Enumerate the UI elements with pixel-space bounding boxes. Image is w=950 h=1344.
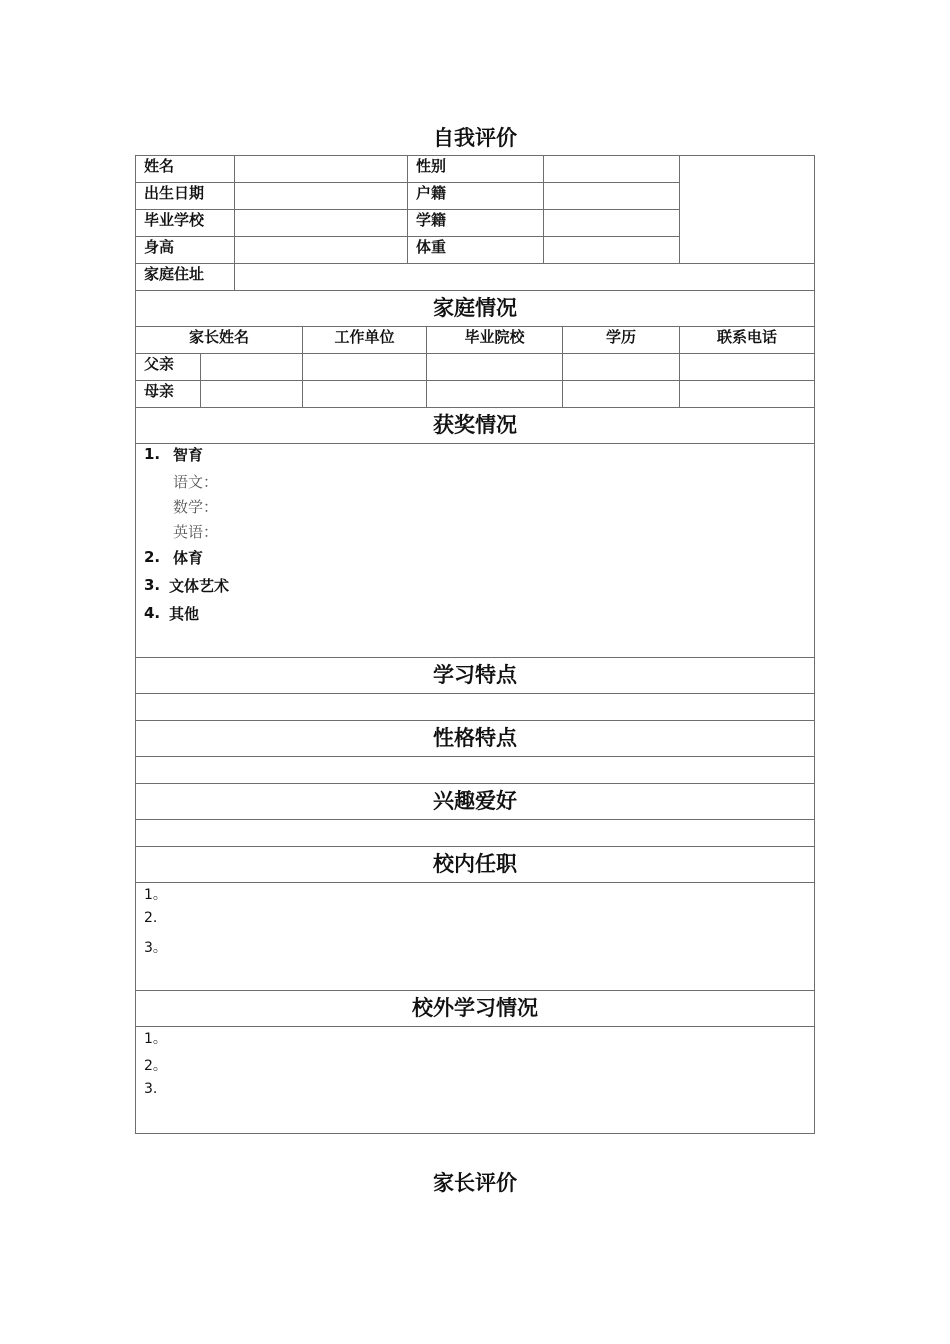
height-label: 身高 xyxy=(144,238,175,256)
school-field[interactable] xyxy=(235,209,407,236)
award-item-1-label: 智育 xyxy=(173,446,204,464)
address-label: 家庭住址 xyxy=(144,265,205,283)
outside-study-line-3: 3. xyxy=(144,1081,158,1097)
address-field[interactable] xyxy=(235,263,814,290)
family-header-work-unit: 工作单位 xyxy=(334,328,395,346)
xueji-field[interactable] xyxy=(544,209,679,236)
school-roles-heading: 校内任职 xyxy=(433,852,517,876)
name-label: 姓名 xyxy=(144,157,175,175)
father-school-field[interactable] xyxy=(427,353,562,380)
outside-study-line-2: 2。 xyxy=(144,1058,167,1074)
award-item-2-num: 2. xyxy=(144,548,161,566)
study-traits-heading: 学习特点 xyxy=(433,663,517,687)
family-header-graduated-school: 毕业院校 xyxy=(464,328,525,346)
mother-name-field[interactable] xyxy=(201,380,302,407)
family-row-father: 父亲 xyxy=(144,355,175,373)
mother-education-field[interactable] xyxy=(563,380,679,407)
subject-math: 数学： xyxy=(173,498,219,516)
family-row-mother: 母亲 xyxy=(144,382,175,400)
hobbies-heading: 兴趣爱好 xyxy=(433,789,517,813)
weight-label: 体重 xyxy=(416,238,447,256)
subject-chinese: 语文： xyxy=(173,473,219,491)
weight-field[interactable] xyxy=(544,236,679,263)
outside-study-heading: 校外学习情况 xyxy=(412,996,538,1020)
school-roles-heading-cell xyxy=(135,846,815,882)
family-header-phone: 联系电话 xyxy=(716,328,777,346)
father-education-field[interactable] xyxy=(563,353,679,380)
study-traits-field[interactable] xyxy=(136,694,814,720)
photo-box[interactable] xyxy=(680,155,814,263)
father-work-field[interactable] xyxy=(303,353,426,380)
family-heading: 家庭情况 xyxy=(433,296,517,320)
personality-field[interactable] xyxy=(136,757,814,783)
school-role-line-3: 3。 xyxy=(144,940,167,956)
outside-study-line-1: 1。 xyxy=(144,1031,167,1047)
parent-eval-title: 家长评价 xyxy=(433,1171,517,1195)
height-field[interactable] xyxy=(235,236,407,263)
hobbies-heading-cell xyxy=(135,783,815,819)
xueji-label: 学籍 xyxy=(416,211,447,229)
gender-label: 性别 xyxy=(416,157,447,175)
school-role-line-1: 1。 xyxy=(144,887,167,903)
hobbies-field[interactable] xyxy=(136,820,814,846)
outside-study-heading-cell xyxy=(135,990,815,1026)
mother-work-field[interactable] xyxy=(303,380,426,407)
personality-heading-cell xyxy=(135,720,815,756)
gender-field[interactable] xyxy=(544,155,679,182)
award-item-3-num: 3. xyxy=(144,576,161,594)
mother-phone-field[interactable] xyxy=(680,380,814,407)
family-header-parent-name: 家长姓名 xyxy=(188,328,249,346)
hukou-label: 户籍 xyxy=(416,184,447,202)
study-traits-heading-cell xyxy=(135,657,815,693)
school-role-line-2: 2. xyxy=(144,910,158,926)
mother-school-field[interactable] xyxy=(427,380,562,407)
family-heading-cell xyxy=(135,290,815,326)
award-item-2-label: 体育 xyxy=(173,549,204,567)
award-item-4-label: 其他 xyxy=(169,605,200,623)
personality-heading: 性格特点 xyxy=(433,726,517,750)
hukou-field[interactable] xyxy=(544,182,679,209)
subject-english: 英语： xyxy=(173,523,219,541)
birth-field[interactable] xyxy=(235,182,407,209)
award-item-1-num: 1. xyxy=(144,445,161,463)
award-item-3-label: 文体艺术 xyxy=(169,577,230,595)
school-label: 毕业学校 xyxy=(144,211,205,229)
father-phone-field[interactable] xyxy=(680,353,814,380)
family-header-education: 学历 xyxy=(605,328,636,346)
name-field[interactable] xyxy=(235,155,407,182)
awards-heading: 获奖情况 xyxy=(433,413,517,437)
award-item-4-num: 4. xyxy=(144,604,161,622)
page-title: 自我评价 xyxy=(433,126,517,150)
awards-heading-cell xyxy=(135,407,815,443)
father-name-field[interactable] xyxy=(201,353,302,380)
birth-label: 出生日期 xyxy=(144,184,205,202)
